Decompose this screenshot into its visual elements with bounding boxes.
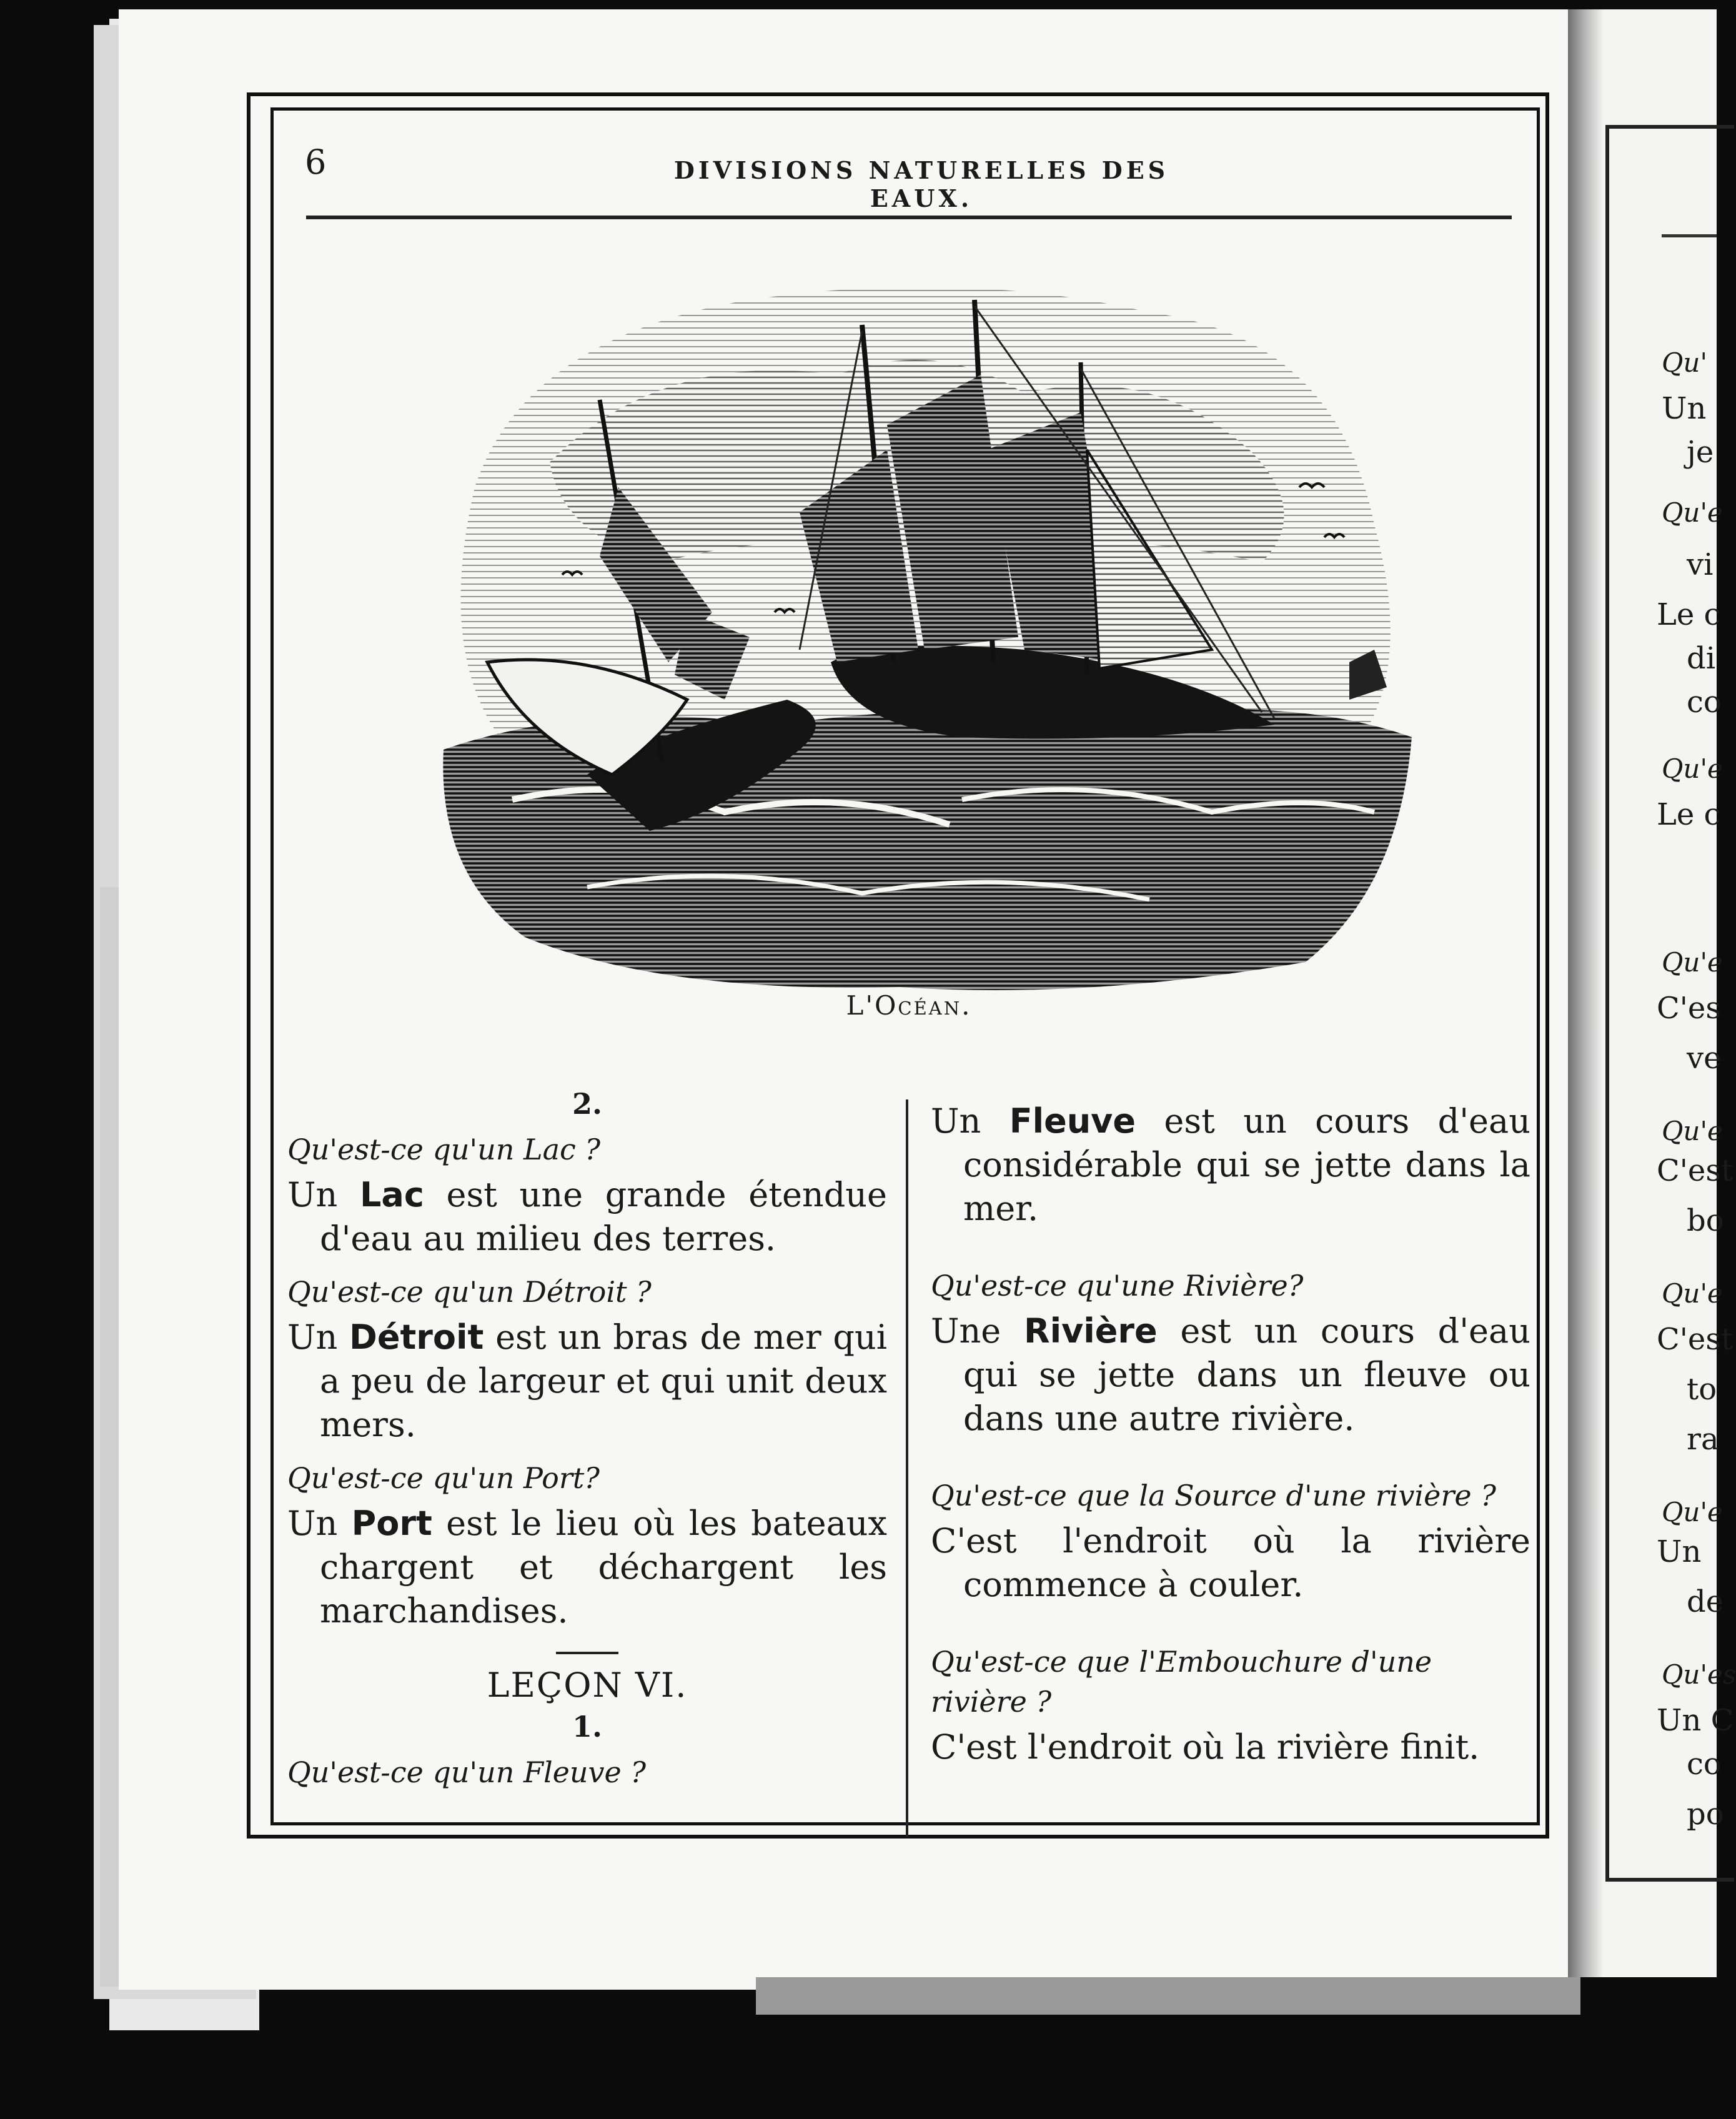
facing-page-fragment: je [1687,435,1714,470]
binding-strip [756,1977,1580,2015]
facing-page-fragment: co [1687,685,1722,720]
facing-page-fragment: Un C [1657,1703,1734,1738]
lesson-section-number: 1. [572,1710,603,1744]
term-port: Port [351,1504,432,1543]
facing-page-fragment: vi [1687,547,1714,582]
facing-page-fragment: bo [1687,1203,1724,1238]
lesson-title: LEÇON VI. [487,1665,688,1705]
answer-detroit: Un Détroit est un bras de mer qui a peu de largeur et qui unit deux mers. [287,1318,887,1444]
question-lac: Qu'est-ce qu'un Lac ? [287,1133,601,1166]
facing-page-fragment: Un [1662,391,1707,426]
facing-page-fragment: C'est [1657,1322,1734,1357]
running-head: DIVISIONS NATURELLES DES EAUX. [673,156,1169,212]
answer-embouchure: C'est l'endroit où la rivière finit. [931,1727,1480,1767]
facing-page-fragment: di [1687,641,1716,676]
facing-page-fragment: Le c [1657,797,1721,832]
facing-page-fragment: po [1687,1797,1724,1832]
facing-page-fragment: Qu'e [1662,1497,1723,1527]
facing-page-fragment: C'est [1657,1153,1734,1188]
answer-riviere: Une Rivière est un cours d'eau qui se jette dans un fleuve ou dans une autre rivière. [931,1311,1530,1438]
question-source: Qu'est-ce que la Source d'une rivière ? [931,1479,1496,1512]
illustration-caption: L'Océan. [846,990,972,1021]
answer-lac: Un Lac est une grande étendue d'eau au milieu des terres. [287,1175,887,1258]
text-column-left [287,1087,887,1796]
book-gutter [1568,9,1602,1977]
term-detroit: Détroit [349,1318,484,1357]
facing-page-fragment: Un [1657,1534,1702,1569]
lesson-rule [556,1652,618,1654]
term-fleuve: Fleuve [1009,1101,1136,1141]
answer-port: Un Port est le lieu où les bateaux chargent et déchargent les marchandises. [287,1504,888,1630]
text-column-right [931,1099,1530,1780]
facing-page-fragment: Qu'e [1662,497,1723,528]
facing-page-fragment: Le c [1657,597,1721,632]
question-riviere: Qu'est-ce qu'une Rivière? [931,1269,1304,1303]
facing-page-fragment: co [1687,1747,1722,1782]
ocean-engraving [400,262,1431,1000]
facing-page-fragment: ra [1687,1422,1719,1457]
facing-page-fragment: Qu' [1662,347,1708,378]
term-lac: Lac [359,1175,424,1214]
facing-page-fragment: de [1687,1584,1724,1619]
facing-page-fragment: ve [1687,1041,1722,1076]
question-fleuve: Qu'est-ce qu'un Fleuve ? [287,1755,647,1789]
question-embouchure: Qu'est-ce que l'Embouchure d'une rivière ? [931,1645,1432,1719]
facing-page-fragment: Qu'e [1662,1116,1723,1146]
answer-source: C'est l'endroit où la rivière commence à couler. [931,1521,1530,1604]
facing-page-header-rule [1662,234,1717,237]
facing-page-fragment: Qu'e [1662,947,1723,978]
question-detroit: Qu'est-ce qu'un Détroit ? [287,1275,652,1309]
facing-page-fragment: C'es [1657,991,1721,1026]
facing-page-fragment: to [1687,1372,1717,1407]
section-number: 2. [572,1087,603,1121]
question-port: Qu'est-ce qu'un Port? [287,1461,600,1495]
column-divider [906,1099,908,1837]
term-riviere: Rivière [1024,1311,1158,1351]
header-rule [306,216,1512,219]
facing-page-fragment: Qu'es [1662,1659,1736,1690]
facing-page-fragment: Qu'e [1662,1278,1723,1309]
answer-fleuve: Un Fleuve est un cours d'eau considérable qui se jette dans la mer. [931,1101,1530,1228]
page-number: 6 [305,142,327,182]
facing-page-fragment: Qu'e [1662,753,1723,784]
